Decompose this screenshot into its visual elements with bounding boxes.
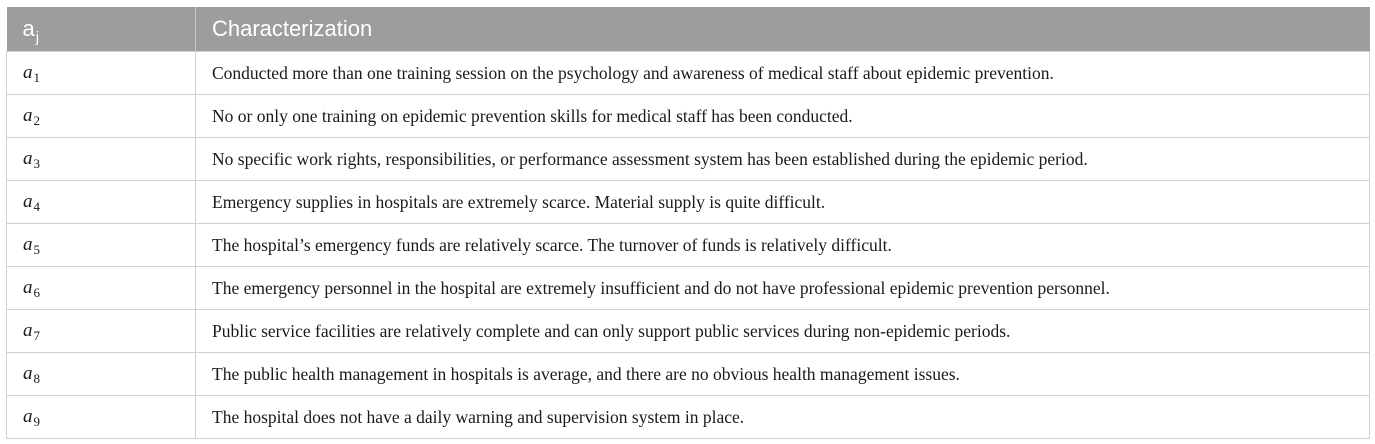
row-variable-index: 1 bbox=[33, 70, 40, 85]
row-variable bbox=[7, 181, 196, 224]
row-variable-index: 2 bbox=[33, 113, 40, 128]
row-variable bbox=[7, 310, 196, 353]
row-variable-letter: a bbox=[23, 234, 33, 255]
table-row bbox=[7, 95, 1370, 138]
table-row bbox=[7, 224, 1370, 267]
row-variable bbox=[7, 138, 196, 181]
table-body bbox=[7, 52, 1370, 439]
row-variable-index: 7 bbox=[33, 328, 40, 343]
row-variable bbox=[7, 95, 196, 138]
row-characterization: Emergency supplies in hospitals are extremely scarce. Material supply is quite difficult. bbox=[196, 181, 1370, 224]
row-characterization: No specific work rights, responsibilities, or performance assessment system has been established during the epidemic period. bbox=[196, 138, 1370, 181]
row-variable-letter: a bbox=[23, 320, 33, 341]
characterization-table bbox=[6, 7, 1370, 439]
table-row bbox=[7, 52, 1370, 95]
row-variable-index: 6 bbox=[33, 285, 40, 300]
row-variable bbox=[7, 267, 196, 310]
row-characterization: The emergency personnel in the hospital are extremely insufficient and do not have professional epidemic prevention personnel. bbox=[196, 267, 1370, 310]
row-variable-letter: a bbox=[23, 406, 33, 427]
characterization-table-container bbox=[6, 7, 1369, 439]
row-characterization: No or only one training on epidemic prevention skills for medical staff has been conducted. bbox=[196, 95, 1370, 138]
row-variable-index: 3 bbox=[33, 156, 40, 171]
row-characterization: Public service facilities are relatively complete and can only support public services during non-epidemic periods. bbox=[196, 310, 1370, 353]
row-characterization: Conducted more than one training session on the psychology and awareness of medical staff about epidemic prevention. bbox=[196, 52, 1370, 95]
table-row bbox=[7, 310, 1370, 353]
header-aj-letter: a bbox=[22, 16, 35, 41]
row-variable-letter: a bbox=[23, 148, 33, 169]
row-variable bbox=[7, 353, 196, 396]
row-variable-index: 9 bbox=[33, 414, 40, 429]
row-variable-index: 8 bbox=[33, 371, 40, 386]
row-characterization: The public health management in hospitals is average, and there are no obvious health management issues. bbox=[196, 353, 1370, 396]
table-row bbox=[7, 181, 1370, 224]
row-characterization: The hospital does not have a daily warning and supervision system in place. bbox=[196, 396, 1370, 439]
row-variable-letter: a bbox=[23, 62, 33, 83]
row-characterization: The hospital’s emergency funds are relatively scarce. The turnover of funds is relatively difficult. bbox=[196, 224, 1370, 267]
table-header bbox=[7, 7, 1370, 52]
row-variable-letter: a bbox=[23, 277, 33, 298]
row-variable bbox=[7, 224, 196, 267]
row-variable-index: 5 bbox=[33, 242, 40, 257]
row-variable-letter: a bbox=[23, 191, 33, 212]
table-row bbox=[7, 396, 1370, 439]
header-characterization: Characterization bbox=[196, 7, 1370, 52]
row-variable-letter: a bbox=[23, 363, 33, 384]
header-row bbox=[7, 7, 1370, 52]
row-variable bbox=[7, 52, 196, 95]
table-row bbox=[7, 138, 1370, 181]
row-variable-index: 4 bbox=[33, 199, 40, 214]
header-aj bbox=[7, 7, 196, 52]
row-variable bbox=[7, 396, 196, 439]
table-row bbox=[7, 353, 1370, 396]
header-aj-subscript: j bbox=[35, 29, 40, 46]
table-row bbox=[7, 267, 1370, 310]
row-variable-letter: a bbox=[23, 105, 33, 126]
